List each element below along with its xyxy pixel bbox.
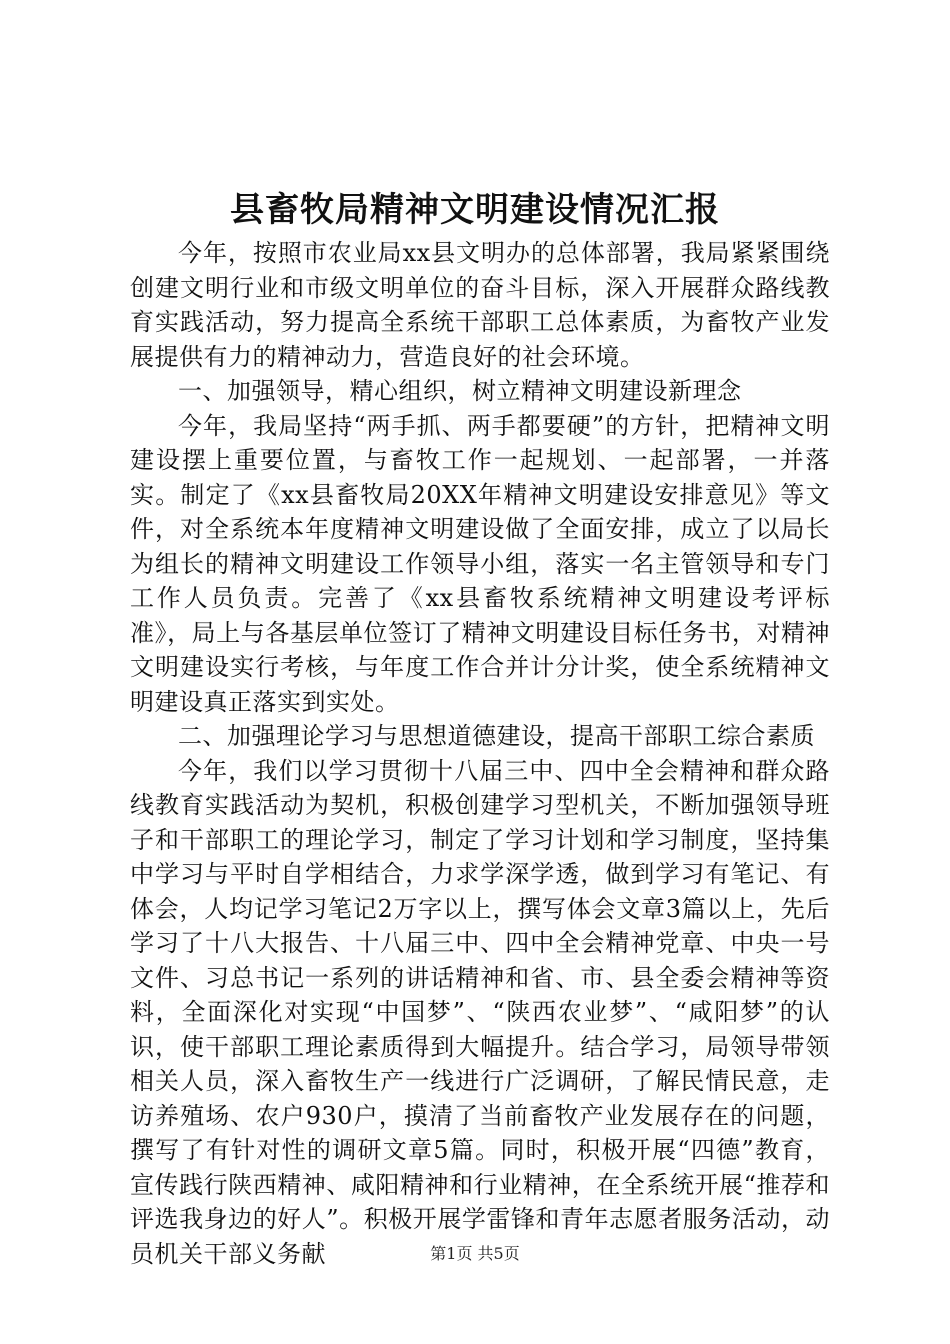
page-number-footer: 第1页 共5页 [430, 1244, 520, 1263]
section-heading-1: 一、加强领导，精心组织，树立精神文明建设新理念 [178, 377, 742, 405]
document-body [130, 236, 830, 1271]
section-2-paragraph: 今年，我们以学习贯彻十八届三中、四中全会精神和群众路线教育实践活动为契机，积极创建学习型机关，不断加强领导班子和干部职工的理论学习，制定了学习计划和学习制度，坚持集中学习与平时自学相结合，力求学深学透，做到学习有笔记、有体会，人均记学习笔记2万字以上，撰写体会文章3篇以上，先后学习了十八大报告、十八届三中、四中全会精神党章、中央一号文件、习总书记一系列的讲话精神和省、市、县全委会精神等资料，全面深化对实现“中国梦”、“陕西农业梦”、“咸阳梦”的认识，使干部职工理论素质得到大幅提升。结合学习，局领导带领相关人员，深入畜牧生产一线进行广泛调研，了解民情民意，走访养殖场、农户930户，摸清了当前畜牧产业发展存在的问题，撰写了有针对性的调研文章5篇。同时，积极开展“四德”教育，宣传践行陕西精神、咸阳精神和行业精神，在全系统开展“推荐和评选我身边的好人”。积极开展学雷锋和青年志愿者服务活动，动员机关干部义务献 [130, 756, 830, 1268]
section-heading-2: 二、加强理论学习与思想道德建设，提高干部职工综合素质 [178, 722, 815, 750]
intro-paragraph: 今年，按照市农业局xx县文明办的总体部署，我局紧紧围绕创建文明行业和市级文明单位的奋斗目标，深入开展群众路线教育实践活动，努力提高全系统干部职工总体素质，为畜牧产业发展提供有力的精神动力，营造良好的社会环境。 [130, 239, 830, 371]
section-1-paragraph: 今年，我局坚持“两手抓、两手都要硬”的方针，把精神文明建设摆上重要位置，与畜牧工作一起规划、一起部署，一并落实。制定了《xx县畜牧局20XX年精神文明建设安排意见》等文件，对全系统本年度精神文明建设做了全面安排，成立了以局长为组长的精神文明建设工作领导小组，落实一名主管领导和专门工作人员负责。完善了《xx县畜牧系统精神文明建设考评标准》，局上与各基层单位签订了精神文明建设目标任务书，对精神文明建设实行考核，与年度工作合并计分计奖，使全系统精神文明建设真正落实到实处。 [130, 411, 830, 716]
document-title: 县畜牧局精神文明建设情况汇报 [230, 190, 720, 230]
